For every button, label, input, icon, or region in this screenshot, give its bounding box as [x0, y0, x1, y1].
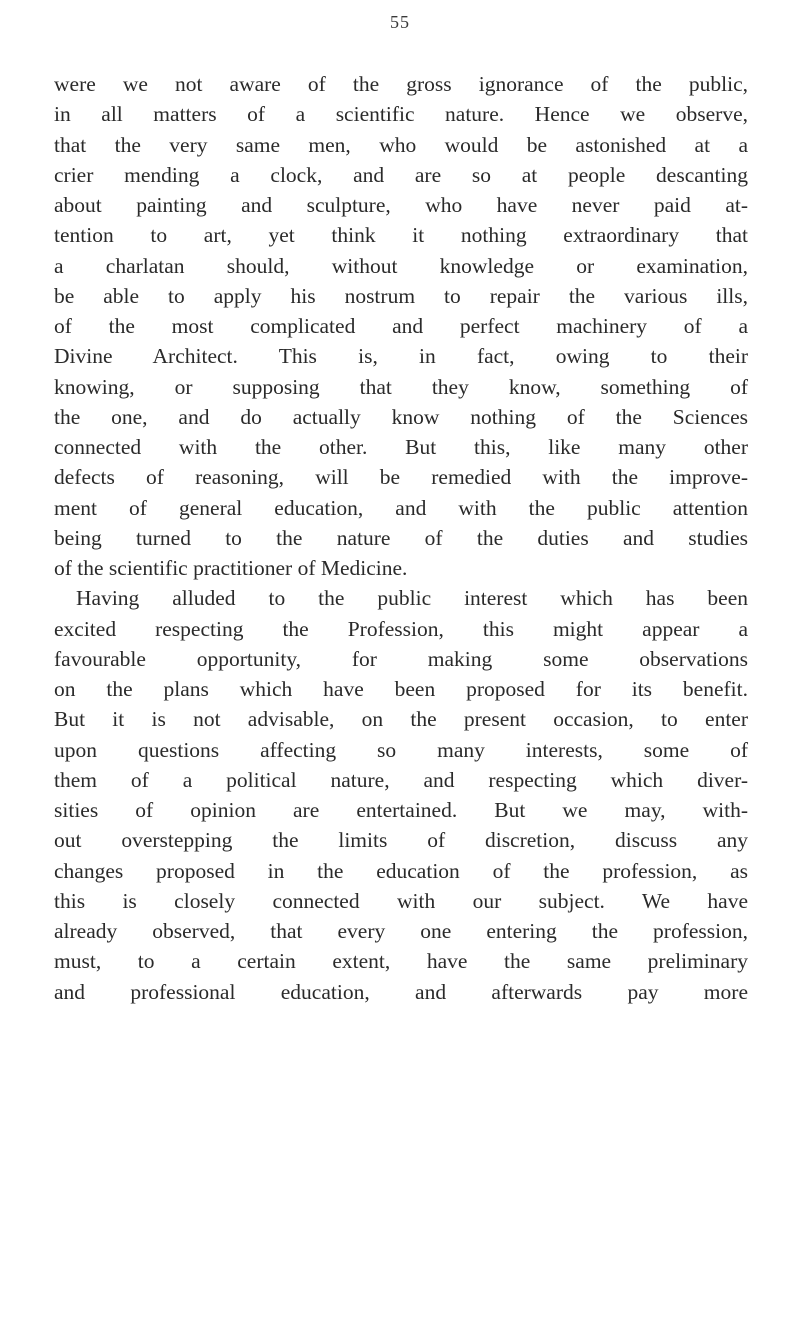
text-line: Divine Architect. This is, in fact, owing to their [54, 344, 748, 369]
text-line: knowing, or supposing that they know, something of [54, 374, 748, 399]
text-line: this is closely connected with our subject. We have [54, 888, 748, 913]
text-line: be able to apply his nostrum to repair the various ills, [54, 283, 748, 308]
text-line: crier mending a clock, and are so at people descanting [54, 162, 748, 187]
body-text [54, 69, 748, 1007]
text-line: them of a political nature, and respecting which diver- [54, 767, 748, 792]
text-line: must, to a certain extent, have the same preliminary [54, 949, 748, 974]
text-line: of the most complicated and perfect machinery of a [54, 314, 748, 338]
text-line: connected with the other. But this, like many other [54, 435, 748, 459]
text-line: of the scientific practitioner of Medicine. [54, 556, 408, 580]
page-number: 55 [390, 12, 410, 32]
text-line: in all matters of a scientific nature. Hence we observe, [54, 102, 748, 127]
text-line: that the very same men, who would be astonished at a [54, 132, 748, 157]
text-line: on the plans which have been proposed for its benefit. [54, 677, 748, 701]
text-line: tention to art, yet think it nothing extraordinary that [54, 223, 748, 248]
text-line: ment of general education, and with the public attention [54, 495, 748, 520]
text-line: But it is not advisable, on the present occasion, to enter [54, 707, 748, 732]
text-line: sities of opinion are entertained. But we may, with- [54, 798, 748, 822]
text-line: the one, and do actually know nothing of the Sciences [54, 404, 748, 429]
text-line: out overstepping the limits of discretion, discuss any [54, 828, 748, 853]
text-line: defects of reasoning, will be remedied with the improve- [54, 465, 748, 490]
text-line: upon questions affecting so many interests, some of [54, 737, 748, 762]
text-line: favourable opportunity, for making some observations [54, 646, 748, 671]
text-line: being turned to the nature of the duties and studies [54, 525, 748, 550]
text-line: a charlatan should, without knowledge or examination, [54, 253, 748, 278]
text-line: were we not aware of the gross ignorance of the public, [54, 72, 748, 96]
text-line: and professional education, and afterwards pay more [54, 979, 748, 1004]
text-line: changes proposed in the education of the profession, as [54, 858, 748, 883]
text-line: Having alluded to the public interest which has been [76, 586, 748, 611]
text-line: excited respecting the Profession, this might appear a [54, 616, 748, 641]
text-line: about painting and sculpture, who have never paid at- [54, 193, 748, 217]
text-line: already observed, that every one entering the profession, [54, 919, 748, 943]
